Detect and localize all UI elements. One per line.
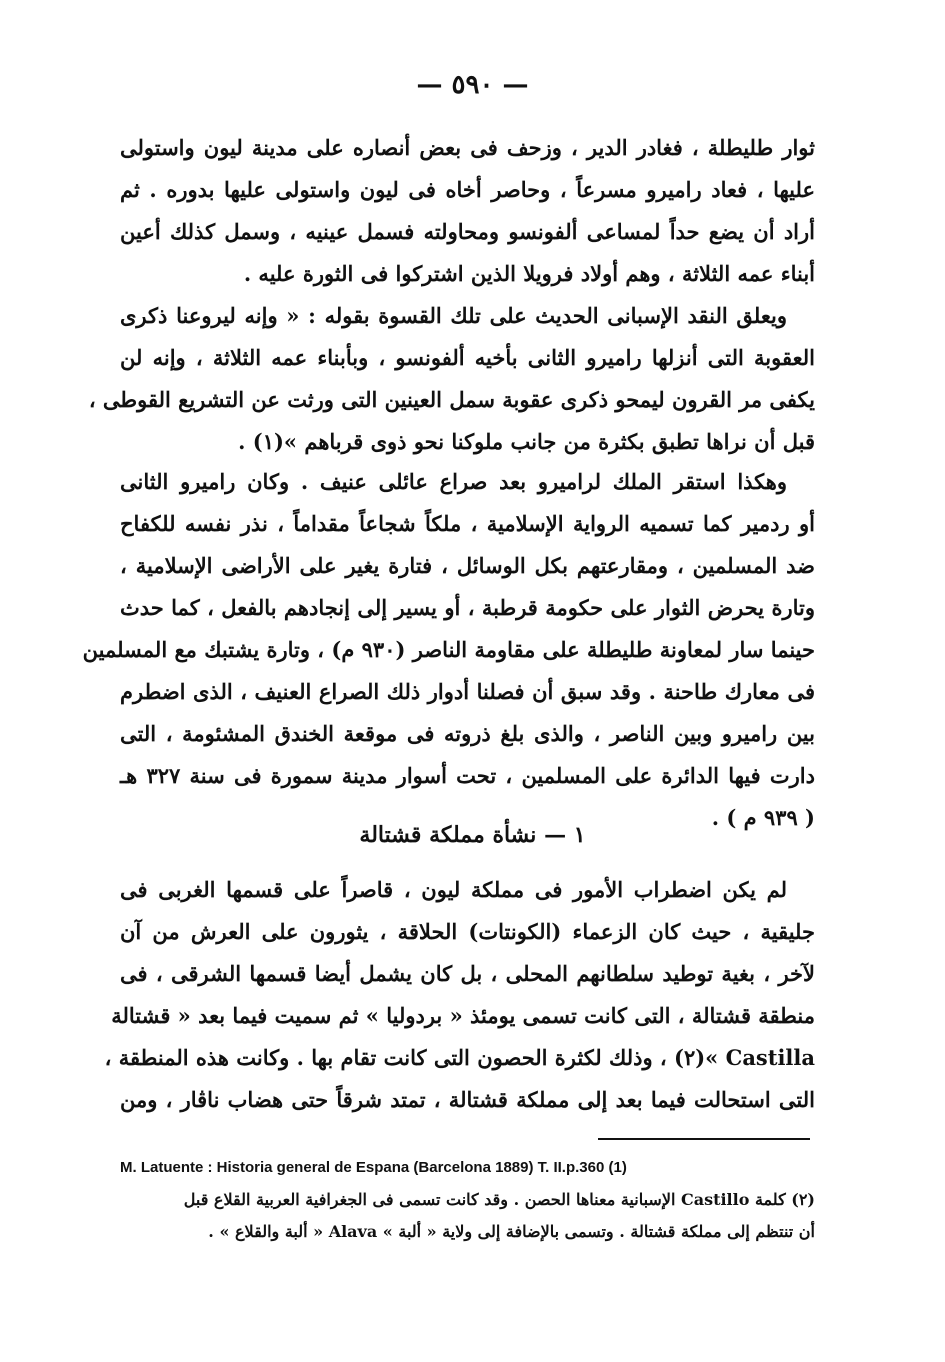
footnote-2: (٢) كلمة Castillo الإسبانية معناها الحصن . وقد كانت تسمى فى الجغرافية العربية القلاع قبل bbox=[183, 1190, 815, 1209]
footnote-2-continued: أن تنتظم إلى مملكة قشتالة . وتسمى بالإضافة إلى ولاية « ألبة » Alava « ألبة والقلاع » . bbox=[208, 1222, 815, 1241]
footnotes bbox=[120, 1152, 815, 1248]
text-line: حينما سار لمعاونة طليطلة على مقاومة الناصر (٩٣٠ م) ، وتارة يشتبك مع المسلمين bbox=[82, 637, 815, 662]
text-line: لآخر ، بغية توطيد سلطانهم المحلى ، بل كان يشمل أيضا قسمها الشرقى ، فى bbox=[120, 961, 815, 986]
text-line: أبناء عمه الثلاثة ، وهم أولاد فرويلا الذين اشتركوا فى الثورة عليه . bbox=[243, 261, 815, 286]
text-line: يكفى مر القرون ليمحو ذكرى عقوبة سمل العينين التى ورثت عن التشريع القوطى ، bbox=[88, 387, 815, 412]
paragraph-3 bbox=[82, 461, 815, 839]
text-line: Castilla »(٢) ، وذلك لكثرة الحصون التى كانت تقام بها . وكانت هذه المنطقة ، bbox=[104, 1045, 815, 1070]
text-line: وتارة يحرض الثوار على حكومة قرطبة ، أو يسير إلى إنجادهم بالفعل ، كما حدث bbox=[120, 595, 815, 620]
text-line: بين راميرو وبين الناصر ، والذى بلغ ذروته فى موقعة الخندق المشئومة ، التى bbox=[120, 721, 815, 746]
text-line: عليها ، فعاد راميرو مسرعاً ، وحاصر أخاه فى ليون واستولى عليها بدوره . ثم bbox=[120, 177, 815, 202]
section-heading: ١ — نشأة مملكة قشتالة bbox=[359, 822, 586, 848]
text-line: قبل أن نراها تطبق بكثرة من جانب ملوكنا نحو ذوى قرباهم »(١) . bbox=[238, 429, 815, 454]
text-line: التى استحالت فيما بعد إلى مملكة قشتالة ، تمتد شرقاً حتى هضاب ناڤار ، ومن bbox=[120, 1087, 815, 1112]
paragraph-2 bbox=[88, 295, 815, 463]
page-number: — ٥٩٠ — bbox=[416, 70, 529, 100]
text-line: ضد المسلمين ، ومقارعتهم بكل الوسائل ، فتارة يغير على الأراضى الإسلامية ، bbox=[120, 553, 815, 578]
text-line: فى معارك طاحنة . وقد سبق أن فصلنا أدوار ذلك الصراع العنيف ، الذى اضطرم bbox=[120, 679, 815, 704]
text-line: جليقية ، حيث كان الزعماء (الكونتات) الحلاقة ، يثورون على العرش من آن bbox=[120, 919, 815, 944]
text-line: العقوبة التى أنزلها راميرو الثانى بأخيه ألفونسو ، وبأبناء عمه الثلاثة ، وإنه لن bbox=[120, 345, 815, 370]
paragraph-1 bbox=[120, 127, 815, 295]
text-line: وهكذا استقر الملك لراميرو بعد صراع عائلى عنيف . وكان راميرو الثانى bbox=[120, 469, 787, 494]
text-line: دارت فيها الدائرة على المسلمين ، تحت أسوار مدينة سمورة فى سنة ٣٢٧ هـ bbox=[120, 763, 815, 788]
footnote-1: M. Latuente : Historia general de Espana (Barcelona 1889) T. II.p.360 (1) bbox=[120, 1159, 627, 1176]
text-line: أراد أن يضع حداً لمساعى ألفونسو ومحاولته فسمل عينيه ، وسمل كذلك أعين bbox=[120, 219, 815, 244]
text-line: ( ٩٣٩ م ) . bbox=[711, 805, 815, 830]
footnote-divider bbox=[598, 1138, 810, 1140]
text-line: لم يكن اضطراب الأمور فى مملكة ليون ، قاصراً على قسمها الغربى فى bbox=[120, 877, 787, 902]
text-line: منطقة قشتالة ، التى كانت تسمى يومئذ « بردوليا » ثم سميت فيما بعد « قشتالة bbox=[111, 1003, 815, 1028]
text-line: ويعلق النقد الإسبانى الحديث على تلك القسوة بقوله : « وإنه ليروعنا ذكرى bbox=[120, 303, 787, 328]
paragraph-4 bbox=[104, 869, 815, 1121]
text-line: ثوار طليطلة ، فغادر الدير ، وزحف فى بعض أنصاره على مدينة ليون واستولى bbox=[120, 135, 815, 160]
text-line: أو ردمير كما تسميه الرواية الإسلامية ، ملكاً شجاعاً مقداماً ، نذر نفسه للكفاح bbox=[120, 511, 815, 536]
